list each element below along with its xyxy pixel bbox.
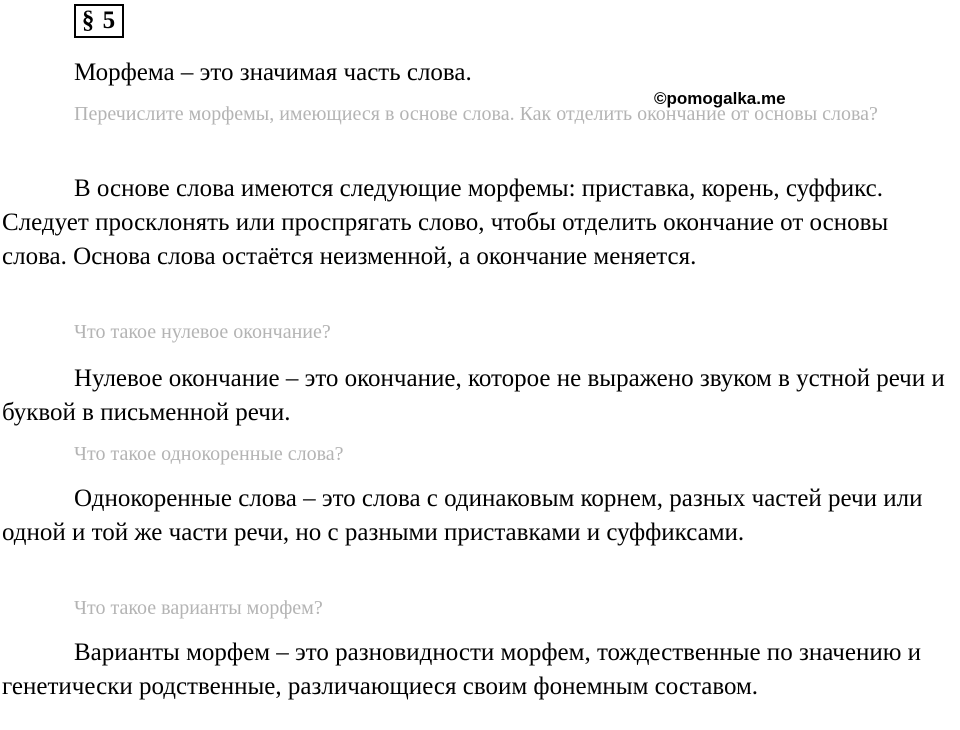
answer-cognate-words: Однокоренные слова – это слова с одинаковым корнем, разных частей речи или одной и той же части речи, но с разными приставками и суффиксами. — [2, 485, 923, 546]
answer-morpheme-variants: Варианты морфем – это разновидности морфем, тождественные по значению и генетически родственные, различающиеся своим фонемным составом. — [2, 639, 922, 700]
watermark-text: ©pomogalka.me — [654, 89, 786, 108]
answer-zero-ending: Нулевое окончание – это окончание, которое не выражено звуком в устной речи и буквой в письменной речи. — [2, 365, 945, 426]
question-cognate-words: Что такое однокоренные слова? — [74, 443, 344, 465]
definition-paragraph: Морфема – это значимая часть слова. — [74, 59, 472, 86]
question-zero-ending: Что такое нулевое окончание? — [74, 321, 331, 343]
section-number-box: § 5 — [74, 4, 124, 38]
question-morpheme-variants: Что такое варианты морфем? — [74, 597, 323, 619]
answer-morphemes-in-stem: В основе слова имеются следующие морфемы: приставка, корень, суффикс. Следует просклонять или проспрягать слово, чтобы отделить окончание от основы слова. Основа слова остаётся неизменной, а окончание меняется. — [2, 175, 889, 270]
question-morphemes-in-stem: Перечислите морфемы, имеющиеся в основе слова. Как отделить окончание от основы слова? — [74, 103, 878, 125]
